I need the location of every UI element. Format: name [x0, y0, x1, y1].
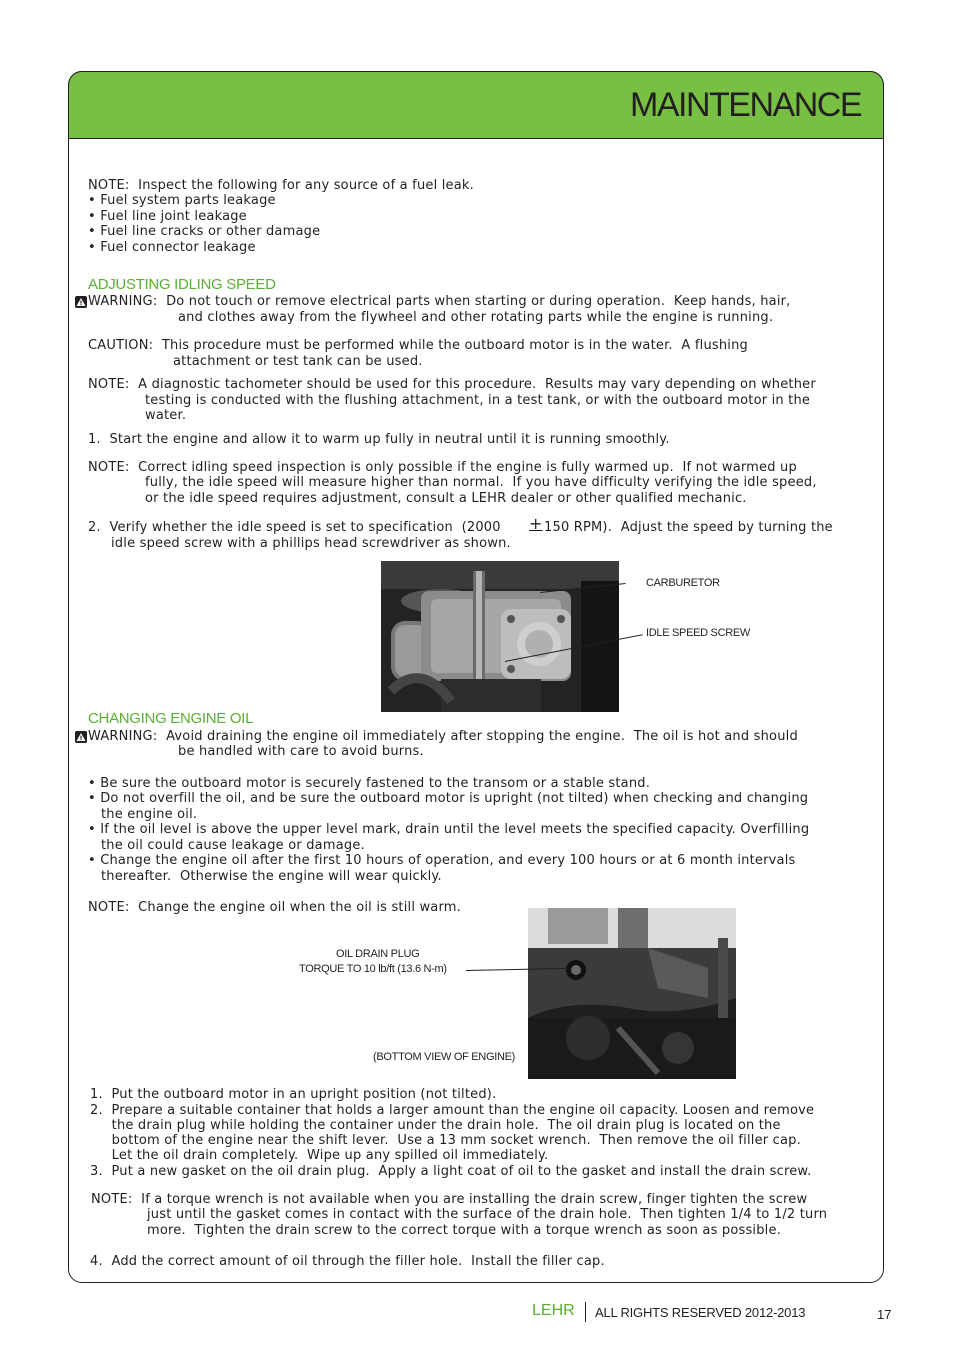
list-item: • Fuel connector leakage [88, 240, 256, 255]
step-text: 2. Verify whether the idle speed is set to specification (2000 [88, 520, 501, 535]
warning-text: WARNING: Do not touch or remove electrical parts when starting or during operation. Keep hands, hair, [88, 294, 791, 309]
carburetor-label: CARBURETOR [646, 577, 720, 589]
note-text: NOTE: If a torque wrench is not available when you are installing the drain screw, finger tighten the screw [91, 1192, 808, 1207]
note-text: water. [145, 408, 187, 423]
section-heading-oil: CHANGING ENGINE OIL [88, 710, 254, 727]
idle-screw-label: IDLE SPEED SCREW [646, 627, 751, 639]
list-item: thereafter. Otherwise the engine will wear quickly. [88, 869, 442, 884]
carburetor-photo [381, 561, 619, 712]
list-item: the engine oil. [88, 807, 198, 822]
warning-text: WARNING: Avoid draining the engine oil immediately after stopping the engine. The oil is hot and should [88, 729, 798, 744]
bottom-view-caption: (BOTTOM VIEW OF ENGINE) [373, 1051, 516, 1063]
note-text: fully, the idle speed will measure higher than normal. If you have difficulty verifying the idle speed, [145, 475, 817, 490]
note-text: or the idle speed requires adjustment, consult a LEHR dealer or other qualified mechanic. [145, 491, 747, 506]
note-text: just until the gasket comes in contact with the surface of the drain hole. Then tighten 1/4 to 1/2 turn [147, 1207, 828, 1222]
list-item: • Be sure the outboard motor is securely fastened to the transom or a stable stand. [88, 776, 651, 791]
list-item: • Do not overfill the oil, and be sure the outboard motor is upright (not tilted) when checking and changing [88, 791, 809, 806]
footer-brand: LEHR [532, 1302, 575, 1319]
note-text: NOTE: Correct idling speed inspection is only possible if the engine is fully warmed up. If not warmed up [88, 460, 797, 475]
list-item: • Change the engine oil after the first 10 hours of operation, and every 100 hours or at 6 month intervals [88, 853, 796, 868]
note-text: NOTE: Change the engine oil when the oil is still warm. [88, 900, 461, 915]
page-title: MAINTENANCE [630, 86, 861, 124]
step-text: 150 RPM). Adjust the speed by turning the [544, 520, 833, 535]
step-text: 4. Add the correct amount of oil through the filler hole. Install the filler cap. [90, 1254, 605, 1269]
list-item: • Fuel line cracks or other damage [88, 224, 321, 239]
drain-plug-torque-label: TORQUE TO 10 lb/ft (13.6 N-m) [299, 963, 447, 975]
warning-text: and clothes away from the flywheel and other rotating parts while the engine is running. [178, 310, 774, 325]
header-bar [68, 71, 884, 139]
note-text: NOTE: A diagnostic tachometer should be used for this procedure. Results may vary depending on whether [88, 377, 816, 392]
step-text: 1. Start the engine and allow it to warm up fully in neutral until it is running smoothly. [88, 432, 670, 447]
step-text: the drain plug while holding the container under the drain hole. The oil drain plug is located on the [90, 1118, 781, 1133]
step-text: 1. Put the outboard motor in an upright position (not tilted). [90, 1087, 497, 1102]
plus-minus-symbol: + [529, 514, 543, 533]
step-text: Let the oil drain completely. Wipe up any spilled oil immediately. [90, 1148, 549, 1163]
step-text: 3. Put a new gasket on the oil drain plug. Apply a light coat of oil to the gasket and install the drain screw. [90, 1164, 812, 1179]
caution-text: CAUTION: This procedure must be performed while the outboard motor is in the water. A flushing [88, 338, 749, 353]
list-item: • Fuel system parts leakage [88, 193, 276, 208]
oil-drain-photo [528, 908, 736, 1079]
warning-text: be handled with care to avoid burns. [178, 744, 424, 759]
section-heading-idling: ADJUSTING IDLING SPEED [88, 276, 276, 293]
footer-copyright: ALL RIGHTS RESERVED 2012-2013 [595, 1305, 806, 1320]
list-item: • If the oil level is above the upper level mark, drain until the level meets the specified capacity. Overfilling [88, 822, 810, 837]
step-text: 2. Prepare a suitable container that holds a larger amount than the engine oil capacity. Loosen and remove [90, 1103, 815, 1118]
list-item: the oil could cause leakage or damage. [88, 838, 365, 853]
drain-plug-label: OIL DRAIN PLUG [336, 948, 420, 960]
step-text: bottom of the engine near the shift lever. Use a 13 mm socket wrench. Then remove the oil filler cap. [90, 1133, 801, 1148]
caution-text: attachment or test tank can be used. [173, 354, 423, 369]
warning-triangle-icon [75, 731, 87, 743]
list-item: • Fuel line joint leakage [88, 209, 247, 224]
page-number: 17 [877, 1307, 892, 1322]
warning-triangle-icon [75, 296, 87, 308]
note-text: testing is conducted with the flushing attachment, in a test tank, or with the outboard motor in the [145, 393, 811, 408]
note-text: more. Tighten the drain screw to the correct torque with a torque wrench as soon as possible. [147, 1223, 782, 1238]
fuel-note: NOTE: Inspect the following for any source of a fuel leak. [88, 178, 474, 193]
step-text: idle speed screw with a phillips head screwdriver as shown. [111, 536, 511, 551]
footer-divider [585, 1302, 586, 1322]
